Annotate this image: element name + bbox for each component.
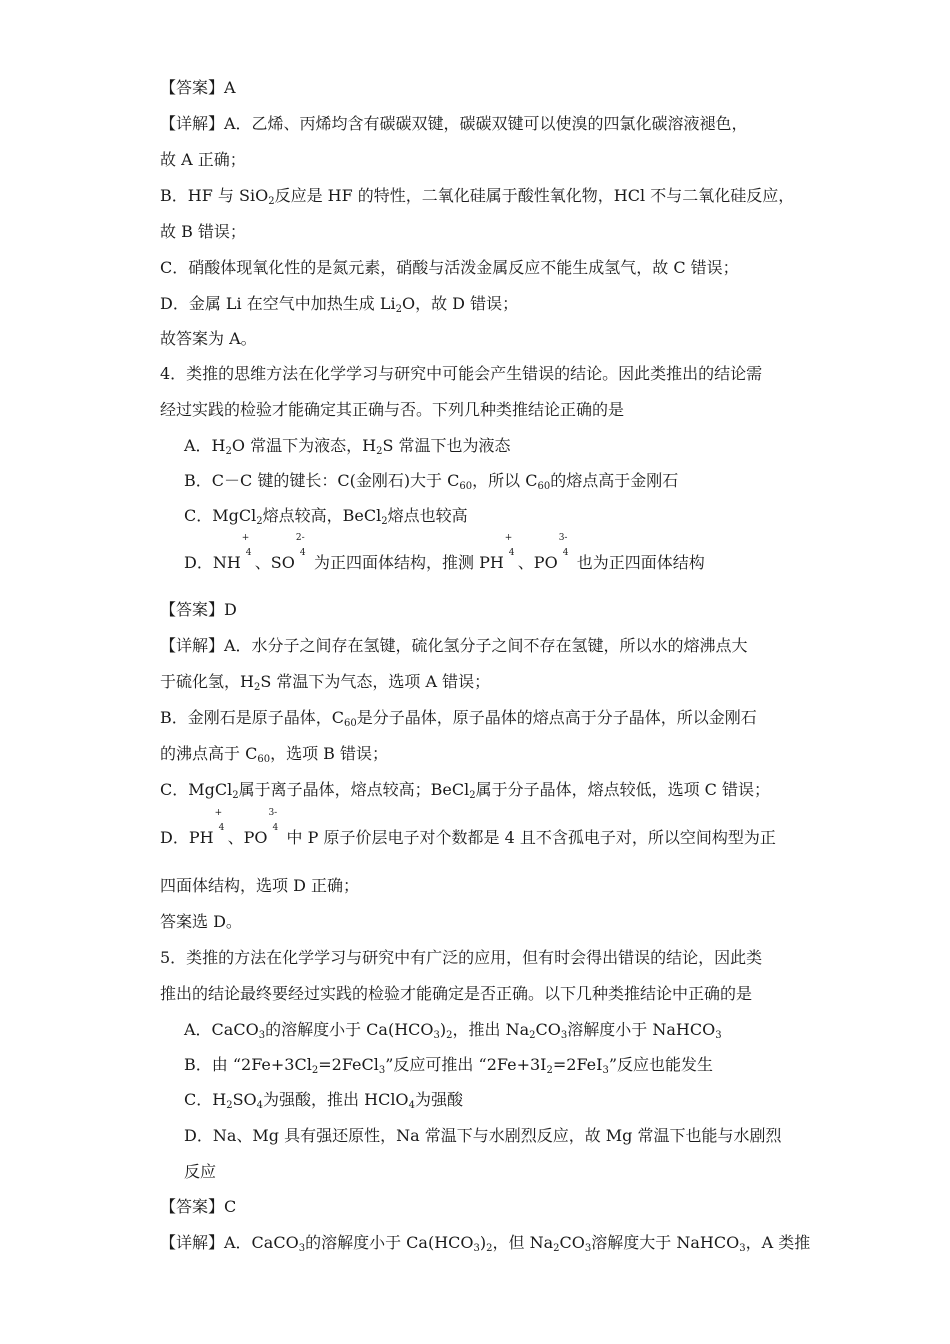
ion-subscript: 4	[272, 823, 279, 833]
option-text: B．由 “2Fe+3Cl	[184, 1055, 312, 1074]
option-text: 为强酸，推出 HClO	[263, 1090, 409, 1109]
option-d	[184, 533, 800, 573]
option-text: ，推出 Na	[452, 1020, 530, 1039]
ion-charge: +	[504, 533, 513, 543]
option-c	[184, 1090, 800, 1110]
subscript: 2	[529, 1030, 536, 1041]
subscript: 3	[473, 1243, 480, 1254]
detail-text: 属于离子晶体，熔点较高；BeCl	[238, 780, 470, 799]
option-text: D．NH	[184, 553, 241, 572]
option-text: 熔点也较高	[387, 506, 468, 525]
option-text: 为强酸	[414, 1090, 463, 1109]
subscript: 2	[376, 446, 383, 457]
subscript: 2	[546, 1065, 553, 1076]
detail-text: 的溶解度小于 Ca(HCO	[305, 1233, 474, 1252]
detail-line	[160, 186, 800, 206]
option-text: C．H	[184, 1090, 227, 1109]
detail-text: 的沸点高于 C	[160, 744, 258, 763]
question-text: 经过实践的检验才能确定其正确与否。下列几种类推结论正确的是	[160, 400, 625, 419]
subscript: 2	[232, 790, 239, 801]
ion-subscript: 4	[299, 548, 306, 558]
detail-text: 【详解】A．乙烯、丙烯均含有碳碳双键，碳碳双键可以使溴的四氯化碳溶液褪色，	[160, 114, 748, 133]
detail-text: 【详解】A．CaCO	[160, 1233, 299, 1252]
subscript: 3	[433, 1030, 440, 1041]
question-text: 推出的结论最终要经过实践的检验才能确定是否正确。以下几种类推结论中正确的是	[160, 984, 753, 1003]
detail-text: 反应是 HF 的特性，二氧化硅属于酸性氧化物，HCl 不与二氧化硅反应，	[274, 186, 795, 205]
subscript: 3	[584, 1243, 592, 1254]
subscript: 2	[226, 1100, 233, 1111]
detail-text: C．硝酸体现氧化性的是氮元素，硝酸与活泼金属反应不能生成氢气，故 C 错误；	[160, 258, 739, 277]
answer-line	[160, 600, 800, 620]
detail-text: 、PO	[227, 828, 268, 847]
detail-line	[160, 258, 800, 278]
option-text: 反应	[184, 1162, 217, 1181]
ion-ph4	[214, 808, 228, 848]
ion-charge: +	[214, 808, 223, 818]
detail-text: 于硫化氢，H	[160, 672, 254, 691]
option-text: ，所以 C	[472, 471, 538, 490]
detail-text: 故 B 错误；	[160, 222, 246, 241]
ion-po4	[558, 533, 572, 573]
question-stem	[160, 948, 800, 968]
detail-line	[160, 329, 800, 349]
detail-line	[160, 150, 800, 170]
subscript: 2	[253, 682, 261, 693]
option-text: SO	[232, 1090, 257, 1109]
subscript: 2	[225, 446, 232, 457]
subscript: 2	[268, 196, 275, 207]
subscript: 60	[257, 754, 271, 765]
subscript: 60	[459, 481, 473, 492]
option-text: ”反应也能发生	[608, 1055, 714, 1074]
detail-line	[160, 294, 800, 314]
answer-line	[160, 78, 800, 98]
subscript: 60	[537, 481, 551, 492]
detail-text: 中 P 原子价层电子对个数都是 4 且不含孤电子对，所以空间构型为正	[281, 828, 776, 847]
ion-charge: 3-	[558, 533, 568, 543]
subscript: 60	[344, 718, 357, 729]
detail-text: 答案选 D。	[160, 912, 242, 931]
detail-text: B．HF 与 SiO	[160, 186, 269, 205]
detail-line	[160, 1233, 811, 1254]
subscript: 2	[486, 1243, 493, 1254]
answer-label: 【答案】D	[160, 600, 237, 619]
option-a	[184, 436, 800, 456]
subscript: 4	[408, 1100, 415, 1111]
subscript: 3	[378, 1065, 386, 1076]
option-text: 的溶解度小于 Ca(HCO	[265, 1020, 434, 1039]
question-text: 5．类推的方法在化学学习与研究中有广泛的应用，但有时会得出错误的结论，因此类	[160, 948, 763, 967]
option-text: =2FeCl	[318, 1055, 379, 1074]
detail-text: CO	[559, 1233, 585, 1252]
option-text: 、SO	[254, 553, 295, 572]
option-text: S 常温下也为液态	[382, 436, 511, 455]
option-text: O 常温下为液态，H	[231, 436, 377, 455]
option-text: CO	[535, 1020, 561, 1039]
detail-text: O，故 D 错误；	[401, 294, 519, 313]
option-b	[184, 471, 800, 491]
option-c	[184, 506, 800, 526]
subscript: 2	[469, 790, 476, 801]
detail-line	[160, 808, 800, 848]
subscript: 2	[553, 1243, 560, 1254]
detail-text: 【详解】A．水分子之间存在氢键，硫化氢分子之间不存在氢键，所以水的熔沸点大	[160, 636, 748, 655]
detail-text: ，选项 B 错误；	[270, 744, 389, 763]
option-text: )	[439, 1020, 447, 1039]
ion-subscript: 4	[218, 823, 225, 833]
ion-subscript: 4	[508, 548, 515, 558]
answer-label: 【答案】A	[160, 78, 236, 97]
answer-label: 【答案】C	[160, 1197, 237, 1216]
subscript: 2	[311, 1065, 319, 1076]
ion-subscript: 4	[245, 548, 252, 558]
detail-text: ，A 类推	[745, 1233, 811, 1252]
detail-text: D．金属 Li 在空气中加热生成 Li	[160, 294, 396, 313]
ion-po4	[267, 808, 281, 848]
subscript: 2	[446, 1030, 453, 1041]
detail-text: C．MgCl	[160, 780, 233, 799]
ion-so4	[295, 533, 309, 573]
option-text: 溶解度小于 NaHCO	[567, 1020, 716, 1039]
detail-text: 溶解度大于 NaHCO	[591, 1233, 740, 1252]
ion-charge: 3-	[268, 808, 278, 818]
option-text: 为正四面体结构，推测 PH	[308, 553, 504, 572]
subscript: 3	[298, 1243, 306, 1254]
ion-ph4	[504, 533, 518, 573]
detail-line	[160, 708, 800, 728]
subscript: 2	[395, 304, 402, 315]
ion-nh4	[241, 533, 255, 573]
option-text: A．CaCO	[184, 1020, 259, 1039]
question-text: 4．类推的思维方法在化学学习与研究中可能会产生错误的结论。因此类推出的结论需	[160, 364, 763, 383]
option-b	[184, 1055, 800, 1075]
detail-text: 四面体结构，选项 D 正确；	[160, 876, 360, 895]
option-text: =2FeI	[552, 1055, 603, 1074]
detail-line	[160, 222, 800, 242]
detail-text: 属于分子晶体，熔点较低，选项 C 错误；	[475, 780, 770, 799]
detail-text: 故答案为 A。	[160, 329, 257, 348]
subscript: 3	[560, 1030, 568, 1041]
ion-subscript: 4	[562, 548, 569, 558]
option-text: 的熔点高于金刚石	[550, 471, 679, 490]
option-text: C．MgCl	[184, 506, 257, 525]
detail-text: S 常温下为气态，选项 A 错误；	[260, 672, 491, 691]
detail-line	[160, 780, 800, 800]
option-a	[184, 1020, 800, 1040]
question-stem	[160, 364, 800, 384]
subscript: 4	[256, 1100, 264, 1111]
option-text: D．Na、Mg 具有强还原性，Na 常温下与水剧烈反应，故 Mg 常温下也能与水剧烈	[184, 1126, 782, 1145]
detail-line	[160, 744, 800, 764]
answer-line	[160, 1197, 800, 1217]
detail-text: ，但 Na	[492, 1233, 554, 1252]
subscript: 2	[256, 516, 263, 527]
option-text: B．C－C 键的键长：C(金刚石)大于 C	[184, 471, 460, 490]
option-text: 、PO	[517, 553, 558, 572]
question-stem	[160, 400, 800, 420]
subscript: 3	[739, 1243, 746, 1254]
subscript: 3	[715, 1030, 722, 1041]
ion-charge: 2-	[295, 533, 305, 543]
detail-line	[160, 114, 800, 134]
detail-line	[160, 672, 800, 692]
subscript: 2	[381, 516, 388, 527]
detail-line	[160, 912, 800, 932]
ion-charge: +	[241, 533, 250, 543]
option-d-continued	[184, 1162, 800, 1182]
subscript: 3	[258, 1030, 266, 1041]
option-text: 也为正四面体结构	[571, 553, 705, 572]
option-text: A．H	[184, 436, 226, 455]
detail-line	[160, 876, 800, 896]
detail-text: 是分子晶体，原子晶体的熔点高于分子晶体，所以金刚石	[356, 708, 757, 727]
subscript: 3	[602, 1065, 609, 1076]
detail-text: 故 A 正确；	[160, 150, 246, 169]
detail-text: )	[479, 1233, 487, 1252]
detail-text: D．PH	[160, 828, 214, 847]
option-d	[184, 1126, 800, 1146]
detail-text: B．金刚石是原子晶体，C	[160, 708, 345, 727]
detail-line	[160, 636, 800, 656]
question-stem	[160, 984, 800, 1004]
option-text: 熔点较高，BeCl	[262, 506, 382, 525]
option-text: ”反应可推出 “2Fe+3I	[385, 1055, 547, 1074]
